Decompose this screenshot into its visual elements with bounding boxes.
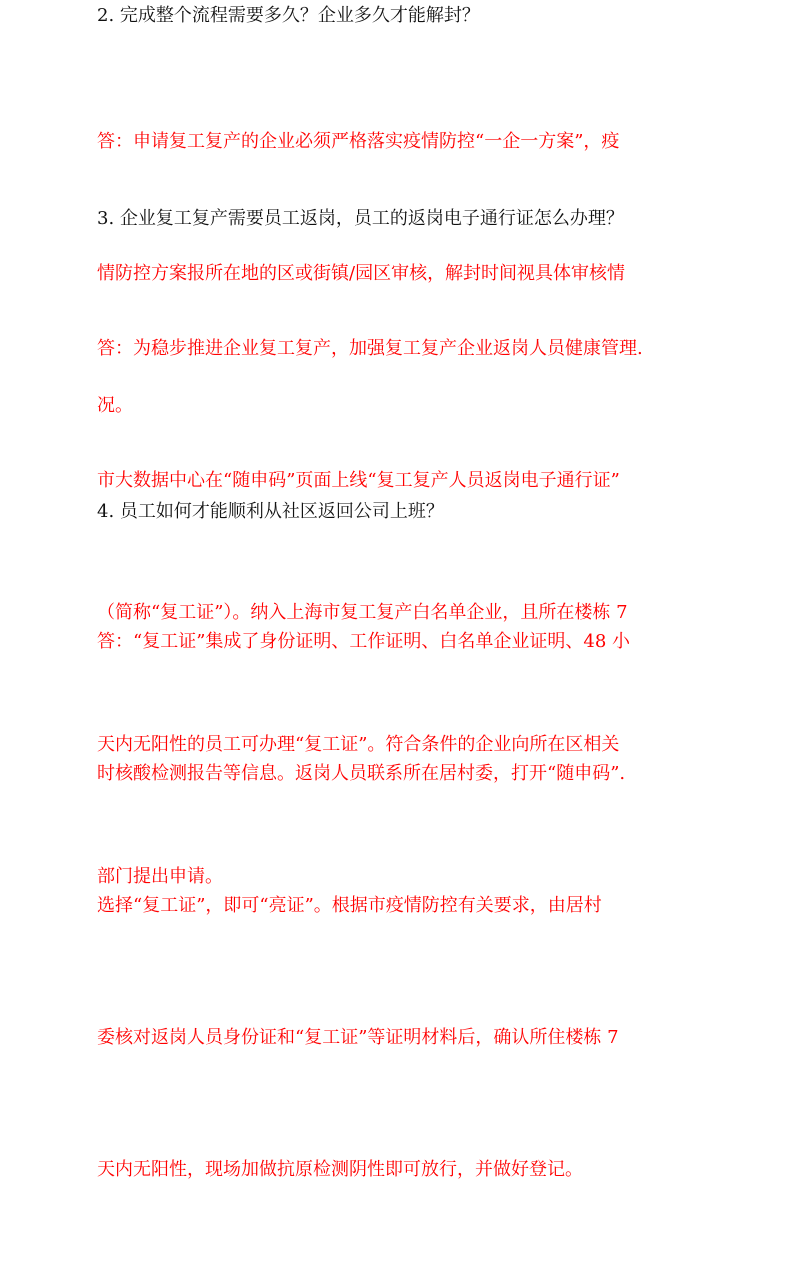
answer-3-line: 答：为稳步推进企业复工复产，加强复工复产企业返岗人员健康管理. <box>97 338 643 359</box>
answer-4-line: 选择“复工证”，即可“亮证”。根据市疫情防控有关要求，由居村 <box>97 895 602 916</box>
answer-4-line: 时核酸检测报告等信息。返岗人员联系所在居村委，打开“随申码”. <box>97 763 626 784</box>
answer-3-line: （简称“复工证”）。纳入上海市复工复产白名单企业，且所在楼栋 7 <box>97 602 628 623</box>
answer-2-line: 情防控方案报所在地的区或街镇/园区审核，解封时间视具体审核情 <box>97 263 626 284</box>
answer-4-line: 答：“复工证”集成了身份证明、工作证明、白名单企业证明、48 小 <box>97 631 631 652</box>
answer-3-line: 市大数据中心在“随申码”页面上线“复工复产人员返岗电子通行证” <box>97 470 620 491</box>
answer-4 <box>97 532 707 1280</box>
question-4: 4. 员工如何才能顺利从社区返回公司上班？ <box>97 501 444 522</box>
answer-3-line: 部门提出申请。 <box>97 866 223 887</box>
answer-2-line: 况。 <box>97 395 133 416</box>
answer-2-line: 答：申请复工复产的企业必须严格落实疫情防控“一企一方案”，疫 <box>97 131 620 152</box>
answer-4-line: 天内无阳性，现场加做抗原检测阴性即可放行，并做好登记。 <box>97 1159 583 1180</box>
question-2: 2. 完成整个流程需要多久？企业多久才能解封？ <box>97 5 480 26</box>
answer-3-line: 天内无阳性的员工可办理“复工证”。符合条件的企业向所在区相关 <box>97 734 620 755</box>
answer-4-line: 委核对返岗人员身份证和“复工证”等证明材料后，确认所住楼栋 7 <box>97 1027 619 1048</box>
question-3: 3. 企业复工复产需要员工返岗，员工的返岗电子通行证怎么办理？ <box>97 208 624 229</box>
